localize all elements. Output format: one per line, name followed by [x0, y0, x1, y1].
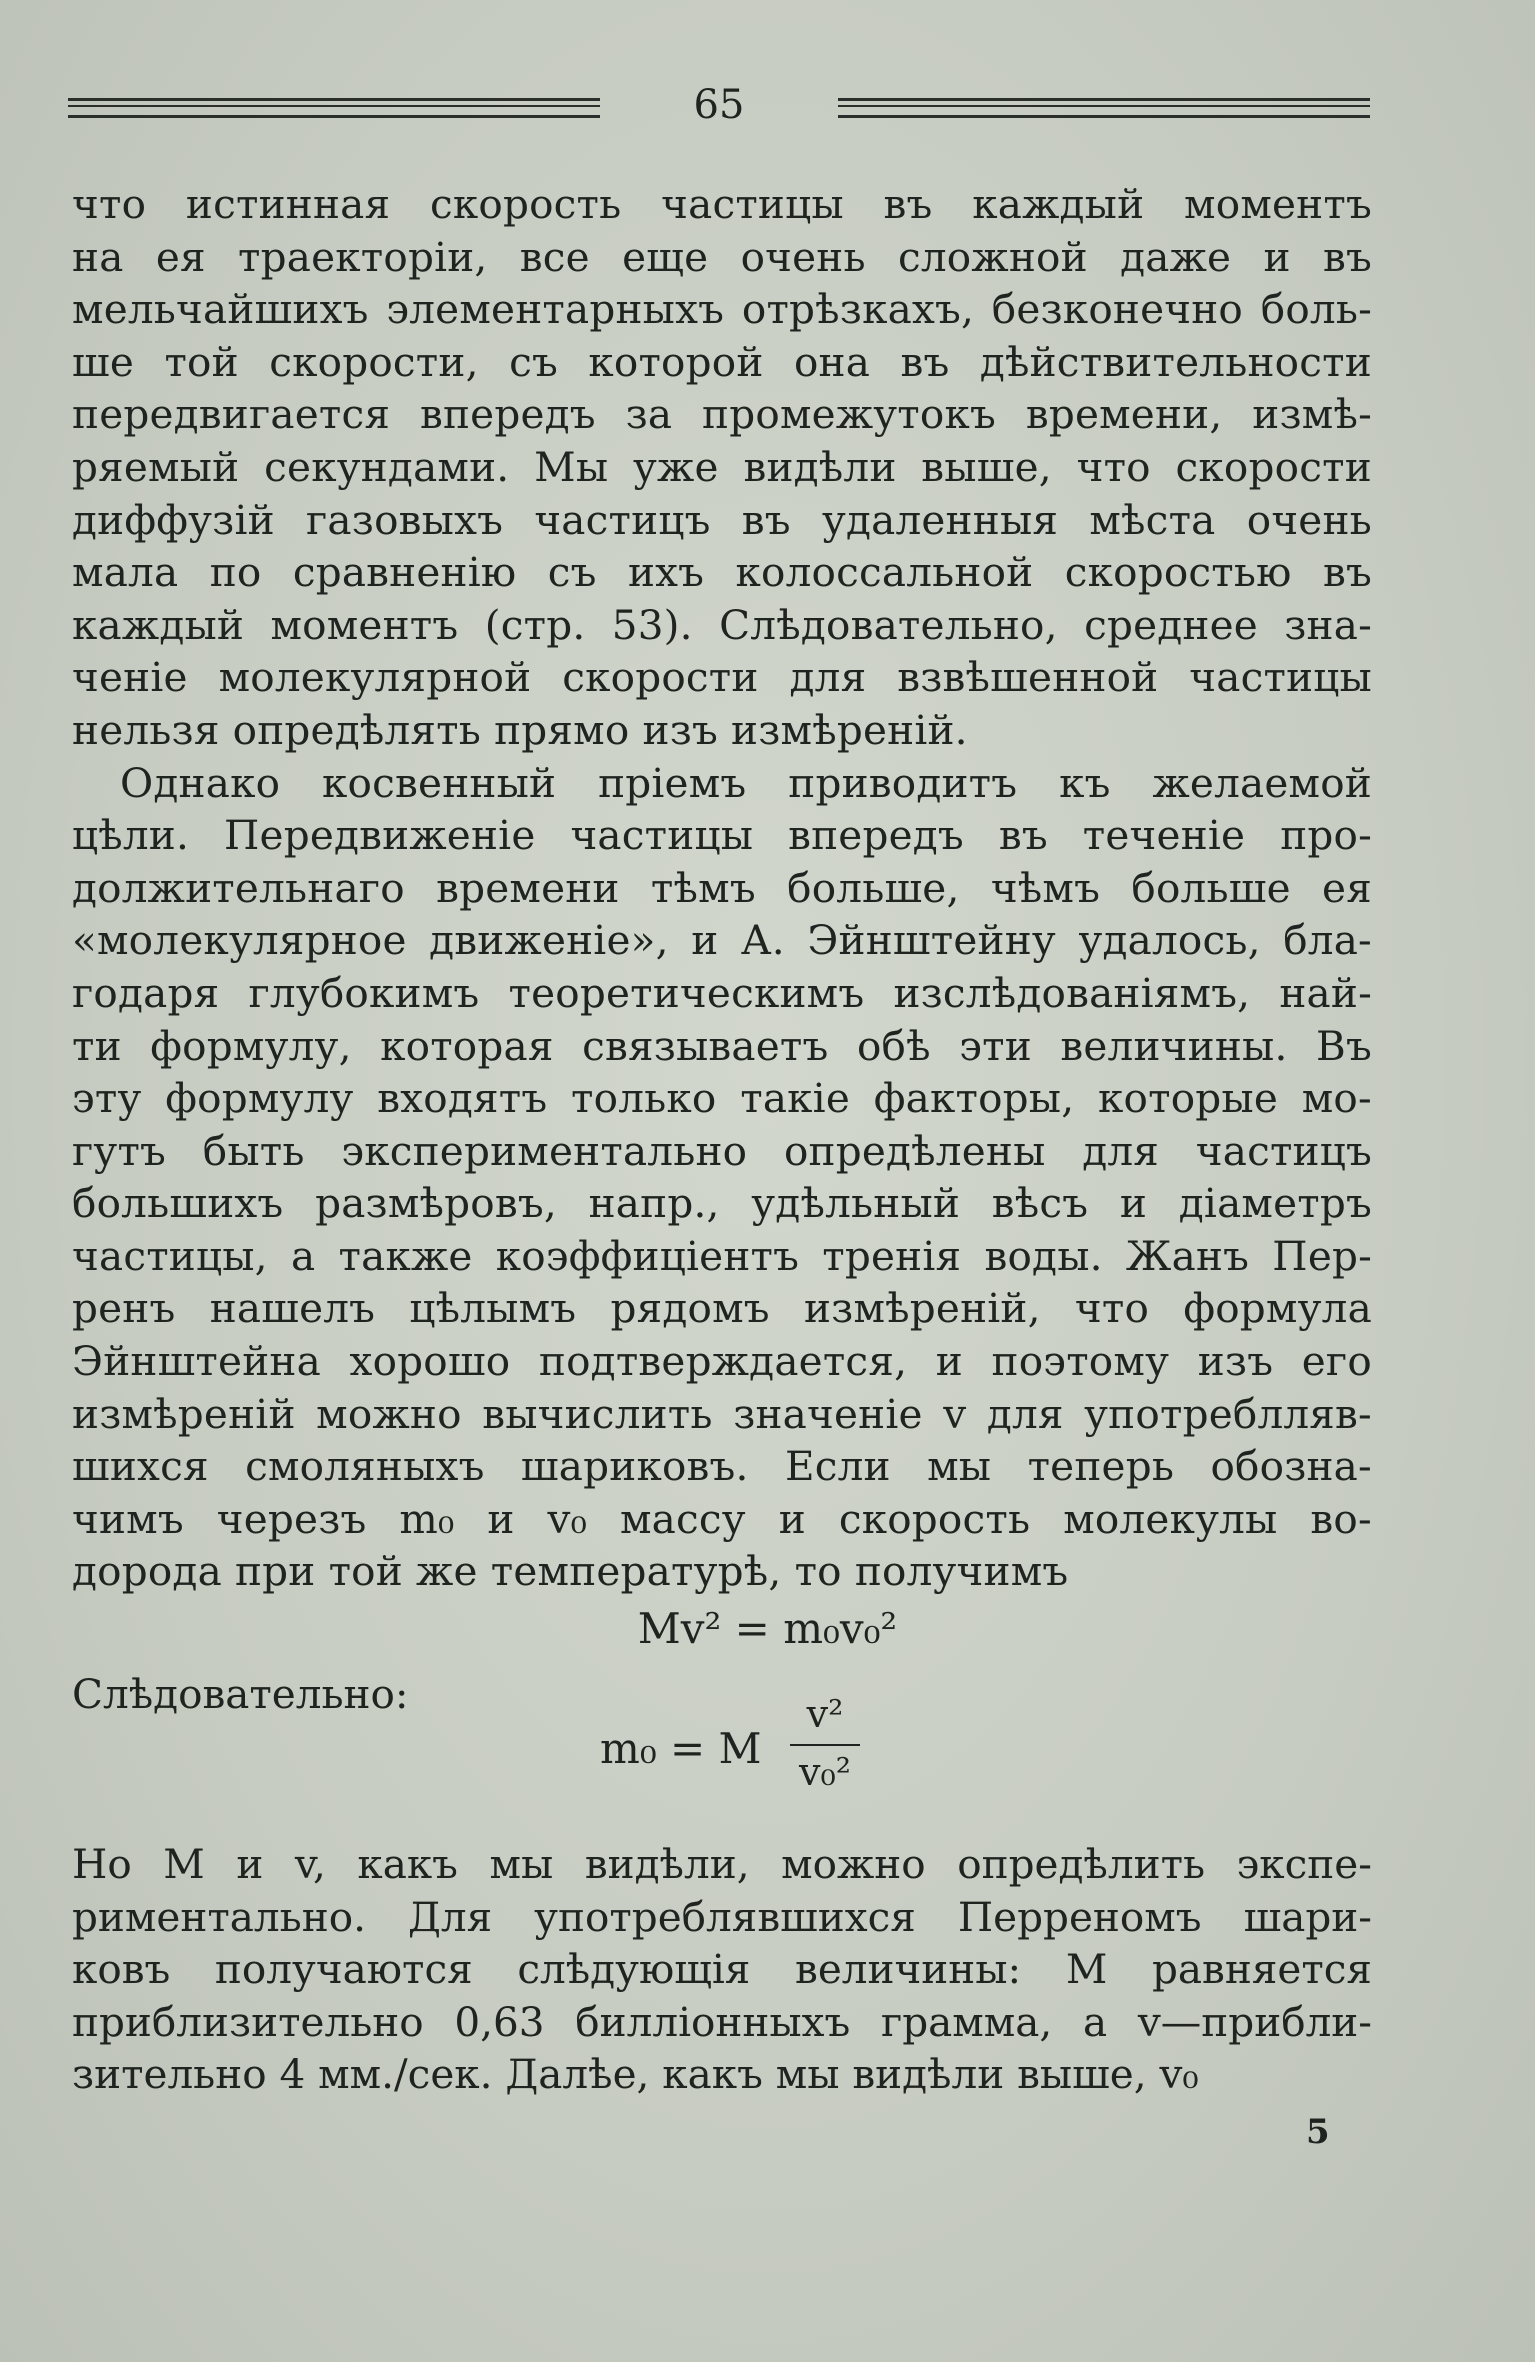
word: Въ [1315, 1021, 1372, 1070]
fraction-bar [790, 1744, 860, 1746]
word: v, [294, 1840, 326, 1888]
text-line [72, 388, 1372, 441]
word: (стр. [484, 600, 586, 649]
word: Мы [534, 442, 609, 491]
word: биллiонныхъ [575, 1997, 851, 2046]
word: которой [588, 337, 764, 386]
word: обозна- [1210, 1442, 1372, 1491]
text-line [72, 809, 1372, 862]
word: факторы, [873, 1074, 1075, 1123]
word: секундами. [264, 442, 510, 491]
word: мо- [1301, 1074, 1372, 1123]
word: 0,63 [454, 1997, 545, 2046]
word: движеніе», [429, 916, 669, 965]
word: ея [155, 232, 206, 281]
word: риментально. [72, 1892, 366, 1941]
word: эти [959, 1021, 1032, 1070]
word: въ [1322, 548, 1372, 597]
equation-mass-lhs: m₀ = M [600, 1724, 762, 1773]
word: больше [1131, 863, 1291, 912]
word: сложной [898, 232, 1088, 281]
word: v [943, 1389, 967, 1438]
text-line [72, 336, 1372, 389]
word: моментъ [270, 600, 459, 649]
word: удалось, [1078, 916, 1261, 965]
word: чѣмъ [990, 863, 1101, 912]
word: ше [72, 337, 135, 386]
word: ряемый [72, 442, 240, 491]
word: приблизительно [72, 1997, 424, 2046]
text-line [72, 1440, 1372, 1493]
word: что [1076, 442, 1151, 491]
text-line [72, 757, 1372, 810]
word: экспериментально [341, 1126, 748, 1175]
text-line [72, 1177, 1372, 1230]
word: най- [1279, 968, 1372, 1017]
word: Однако [120, 758, 281, 807]
word: что [72, 180, 147, 228]
word: въ [883, 180, 933, 228]
word: цѣли. [72, 811, 190, 860]
word: изъ [1197, 1337, 1274, 1386]
word: равняется [1151, 1945, 1372, 1994]
word: v₀ [547, 1494, 588, 1543]
word: времени [436, 863, 620, 912]
word: для [1082, 1126, 1160, 1175]
word: только [571, 1074, 717, 1123]
text-line [72, 1020, 1372, 1073]
word: рядомъ [610, 1284, 770, 1333]
text-line [72, 599, 1372, 652]
word: удаленныя [821, 495, 1059, 544]
word: быть [202, 1126, 305, 1175]
word: глубокимъ [248, 968, 480, 1017]
word: пріемъ [598, 758, 747, 807]
word: скорости [562, 653, 759, 702]
word: ченіе [72, 653, 188, 702]
word: мы [489, 1840, 554, 1888]
word: вѣсъ [991, 1179, 1089, 1228]
word: желаемой [1152, 758, 1372, 807]
word: которые [1098, 1074, 1279, 1123]
word: и [935, 1337, 963, 1386]
word: на [72, 232, 124, 281]
word: поэтому [991, 1337, 1170, 1386]
word: взвѣшенной [897, 653, 1159, 702]
word: передвигается [72, 390, 391, 439]
word: тѣмъ [650, 863, 756, 912]
word: частицъ [534, 495, 711, 544]
word: а [290, 1231, 316, 1280]
word: черезъ [216, 1494, 367, 1543]
page-number: 65 [693, 82, 745, 128]
word: среднее [1084, 600, 1258, 649]
word: чимъ [72, 1494, 184, 1543]
word: употреблляв- [1084, 1389, 1372, 1438]
word: Слѣдовательно, [719, 600, 1058, 649]
word: что [1074, 1284, 1150, 1333]
word: частицъ [1195, 1126, 1372, 1175]
word: M [1065, 1945, 1108, 1994]
word: впередъ [419, 390, 596, 439]
word: величины: [795, 1945, 1022, 1994]
word: слѣдующія [517, 1945, 751, 1994]
word: значеніе [733, 1389, 923, 1438]
word: каждый [972, 180, 1145, 228]
word: большихъ [72, 1179, 284, 1228]
word: мала [72, 548, 179, 597]
word: промежутокъ [702, 390, 996, 439]
word: зна- [1284, 600, 1372, 649]
word: Эйнштейну [807, 916, 1056, 965]
word: «молекулярное [72, 916, 407, 965]
text-line [72, 546, 1372, 599]
word: безконечно [991, 285, 1244, 334]
word: нашелъ [209, 1284, 376, 1333]
word: опредѣлены [783, 1126, 1046, 1175]
word: Для [407, 1892, 493, 1941]
word: съ [509, 337, 558, 386]
equation-momentum: Mv² = m₀v₀² [637, 1604, 898, 1653]
word: съ [547, 548, 597, 597]
word: экспе- [1236, 1840, 1372, 1888]
word: формулу, [150, 1021, 352, 1070]
word: даже [1120, 232, 1232, 281]
text-line [72, 1335, 1372, 1388]
word: отрѣзкахъ, [741, 285, 975, 334]
word: какъ [357, 1840, 458, 1888]
word: теченіе [1082, 811, 1246, 860]
word: Если [784, 1442, 891, 1491]
word: Перреномъ [957, 1892, 1202, 1941]
word: частицы [1189, 653, 1372, 702]
body-text-top [72, 178, 1372, 1598]
word: изслѣдованіямъ, [893, 968, 1251, 1017]
word: теоретическимъ [508, 968, 865, 1017]
word: молекулярной [218, 653, 532, 702]
word: каждый [72, 600, 245, 649]
word: удѣльный [751, 1179, 961, 1228]
word: и [1263, 232, 1291, 281]
word: уже [633, 442, 719, 491]
word: его [1301, 1337, 1372, 1386]
word: дѣйствительности [979, 337, 1372, 386]
word: и [691, 916, 719, 965]
text-line [72, 1493, 1372, 1546]
paragraph-2 [72, 757, 1372, 1599]
paragraph-1 [72, 178, 1372, 757]
word: за [625, 390, 673, 439]
body-text-bottom [72, 1838, 1372, 2101]
word: коэффиціентъ [495, 1231, 800, 1280]
word: v—прибли- [1137, 1997, 1372, 2046]
word: скоростью [1064, 548, 1292, 597]
text-line [72, 283, 1372, 336]
word: размѣровъ, [315, 1179, 557, 1228]
word: газовыхъ [306, 495, 504, 544]
word: такіе [740, 1074, 851, 1123]
word: мы [927, 1442, 992, 1491]
text-line [72, 1996, 1372, 2049]
word: для [986, 1389, 1064, 1438]
word: годаря [72, 968, 220, 1017]
word: M [163, 1840, 205, 1888]
word: входятъ [377, 1074, 548, 1123]
word: частицы [570, 811, 754, 860]
word: теперь [1027, 1442, 1175, 1491]
word: цѣлымъ [409, 1284, 577, 1333]
text-line [72, 651, 1372, 704]
word: грамма, [880, 1997, 1053, 2046]
word: подтверждается, [538, 1337, 908, 1386]
word: частицы [661, 180, 844, 228]
text-line [72, 178, 1372, 231]
word: воды. [984, 1231, 1103, 1280]
word: Эйнштейна [72, 1337, 321, 1386]
word: шари- [1243, 1892, 1372, 1941]
word: въ [1322, 232, 1372, 281]
word: и [1119, 1179, 1148, 1228]
word: гутъ [72, 1126, 167, 1175]
word: должительнаго [72, 863, 405, 912]
word: шихся [72, 1442, 209, 1491]
word: бла- [1283, 916, 1372, 965]
text-line [72, 441, 1372, 494]
word: и [236, 1840, 264, 1888]
word: напр., [588, 1179, 720, 1228]
text-line [72, 1072, 1372, 1125]
text-line [72, 1125, 1372, 1178]
equation-mass-fraction [790, 1692, 860, 1794]
signature-mark: 5 [1306, 2112, 1330, 2152]
word: А. [740, 916, 785, 965]
word: во- [1310, 1494, 1372, 1543]
text-line [72, 1282, 1372, 1335]
text-line: зительно 4 мм./сек. Далѣе, какъ мы видѣли выше, v₀ [72, 2050, 1199, 2099]
word: измѣ- [1252, 390, 1372, 439]
text-line: дорода при той же температурѣ, то получимъ [72, 1547, 1069, 1596]
word: въ [900, 337, 950, 386]
word: по [209, 548, 262, 597]
text-line [72, 1230, 1372, 1283]
text-line [72, 494, 1372, 547]
word: мельчайшихъ [72, 285, 369, 334]
word: истинная [185, 180, 391, 228]
word: ковъ [72, 1945, 171, 1994]
header-rule-right [838, 98, 1370, 118]
word: также [338, 1231, 473, 1280]
word: Передвиженіе [224, 811, 536, 860]
word: ренъ [72, 1284, 176, 1333]
word: той [164, 337, 239, 386]
paragraph-3 [72, 1838, 1372, 2101]
word: формула [1183, 1284, 1372, 1333]
word: диффузій [72, 495, 275, 544]
fraction-denominator: v₀² [799, 1750, 851, 1794]
word: формулу [165, 1074, 354, 1123]
word: колоссальной [735, 548, 1034, 597]
word: Пер- [1272, 1231, 1372, 1280]
word: частицы, [72, 1231, 268, 1280]
text-line [72, 1388, 1372, 1441]
word: а [1083, 1997, 1108, 2046]
word: опредѣлить [957, 1840, 1206, 1888]
text-line [72, 1891, 1372, 1944]
word: про- [1280, 811, 1372, 860]
word: боль- [1260, 285, 1372, 334]
word: величины. [1060, 1021, 1288, 1070]
word: приводитъ [788, 758, 1018, 807]
word: массу [619, 1494, 746, 1543]
word: траекторіи, [238, 232, 488, 281]
text-line [72, 231, 1372, 284]
word: мѣста [1089, 495, 1216, 544]
word: Но [72, 1840, 132, 1888]
word: еще [622, 232, 709, 281]
word: эту [72, 1074, 142, 1123]
word: смоляныхъ [245, 1442, 485, 1491]
word: въ [741, 495, 791, 544]
word: получаются [214, 1945, 473, 1994]
word: и [778, 1494, 806, 1543]
text-line [72, 862, 1372, 915]
word: очень [740, 232, 866, 281]
word: діаметръ [1178, 1179, 1372, 1228]
word: въ [998, 811, 1048, 860]
word: ихъ [627, 548, 705, 597]
word: скорость [429, 180, 622, 228]
word: вычислить [482, 1389, 713, 1438]
word: и [487, 1494, 515, 1543]
word: связываетъ [582, 1021, 829, 1070]
word: измѣреній, [803, 1284, 1041, 1333]
text-line [72, 1838, 1372, 1891]
fraction-numerator: v² [806, 1692, 844, 1736]
word: которая [380, 1021, 554, 1070]
word: ея [1322, 863, 1372, 912]
therefore-label: Слѣдовательно: [72, 1670, 409, 1718]
word: впередъ [788, 811, 964, 860]
word: ти [72, 1021, 122, 1070]
word: обѣ [856, 1021, 931, 1070]
word: скорость [838, 1494, 1031, 1543]
word: выше, [921, 442, 1052, 491]
word: Жанъ [1125, 1231, 1250, 1280]
word: все [519, 232, 590, 281]
word: 53). [611, 600, 693, 649]
word: скорости [1175, 442, 1372, 491]
word: очень [1246, 495, 1372, 544]
word: больше, [787, 863, 960, 912]
word: элементарныхъ [386, 285, 725, 334]
word: видѣли, [584, 1840, 750, 1888]
page-header [68, 78, 1370, 138]
word: измѣреній [72, 1389, 296, 1438]
word: m₀ [399, 1494, 455, 1543]
text-line [72, 1943, 1372, 1996]
word: шариковъ. [520, 1442, 749, 1491]
word: времени, [1025, 390, 1223, 439]
word: для [789, 653, 867, 702]
word: скорости, [269, 337, 479, 386]
word: употреблявшихся [534, 1892, 916, 1941]
text-line: нельзя опредѣлять прямо изъ измѣреній. [72, 705, 968, 754]
word: можно [781, 1840, 926, 1888]
word: можно [316, 1389, 462, 1438]
text-line [72, 914, 1372, 967]
word: тренія [822, 1231, 962, 1280]
word: она [793, 337, 871, 386]
word: молекулы [1063, 1494, 1278, 1543]
word: къ [1059, 758, 1111, 807]
word: косвенный [322, 758, 557, 807]
word: моментъ [1184, 180, 1372, 228]
word: хорошо [349, 1337, 511, 1386]
word: сравненію [292, 548, 517, 597]
word: видѣли [743, 442, 897, 491]
text-line [72, 967, 1372, 1020]
